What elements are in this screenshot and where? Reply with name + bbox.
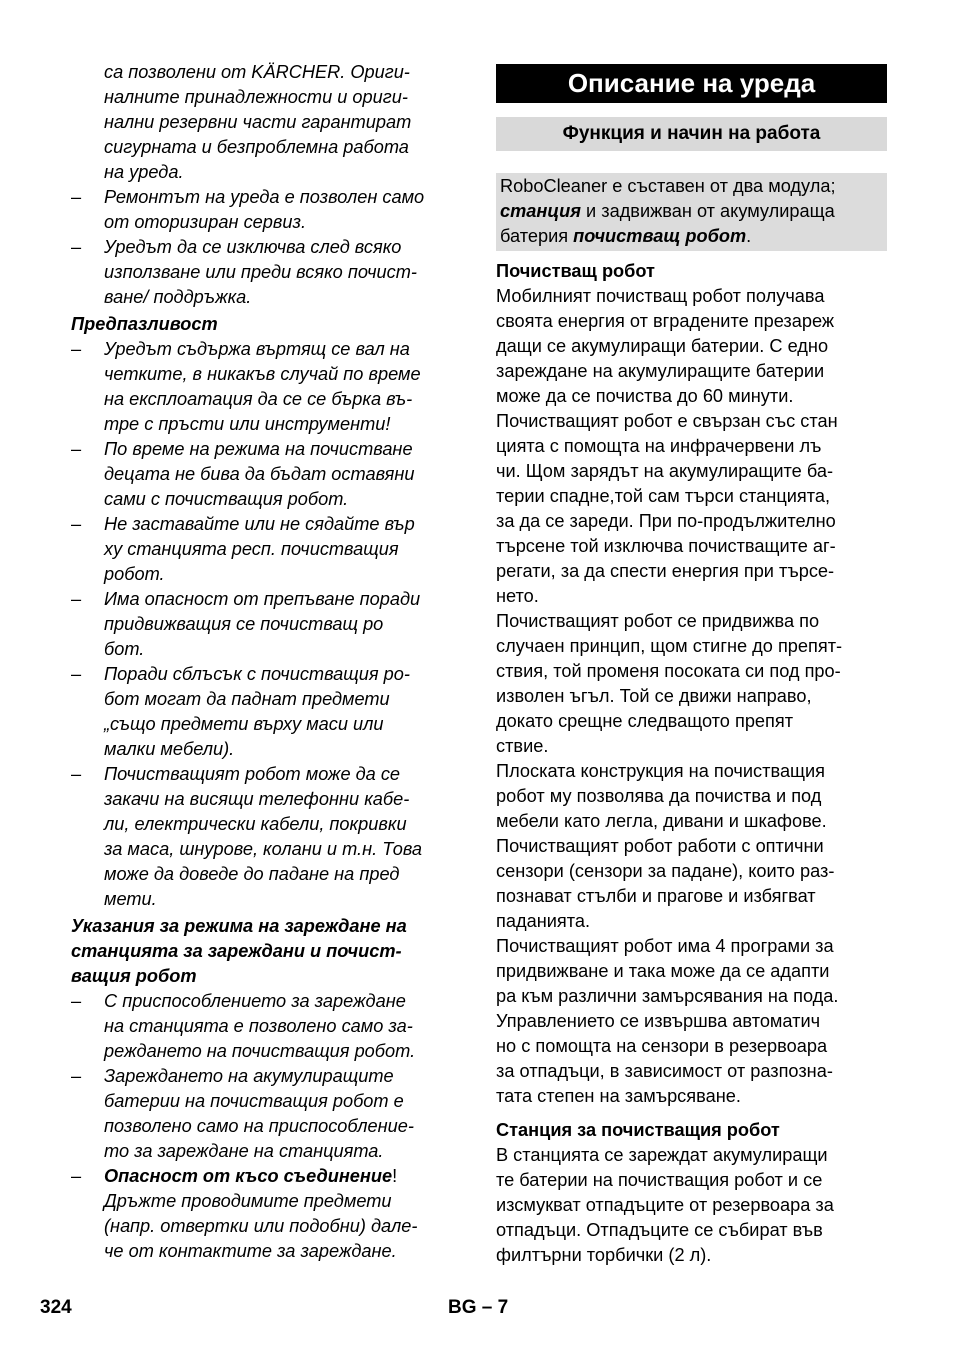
text-line: но с помощта на сензори в резервоара: [496, 1036, 828, 1056]
text-line: робот му позволява да почиства и под: [496, 786, 822, 806]
heading-charging-notes: [71, 914, 463, 989]
text-line: сензори (сензори за падане), които раз-: [496, 861, 835, 881]
text-line: Почистващият робот има 4 програми за: [496, 936, 834, 956]
text-line: докато срещне следващото препят: [496, 711, 794, 731]
list-item-line: на станцията е позволено само за-: [104, 1016, 413, 1036]
heading-cleaning-robot: Почистващ робот: [496, 261, 655, 281]
list-item-line: тре с пръсти или инструменти!: [104, 414, 391, 434]
text-line: може да се почиства до 60 минути.: [496, 386, 794, 406]
intro-text-4: .: [746, 226, 752, 246]
intro-text-2: и задвижван от акумулираща: [580, 201, 835, 221]
left-column: [71, 60, 463, 1264]
text-line: сигурната и безпроблемна работа: [104, 137, 409, 157]
bullet-dash: –: [71, 514, 82, 534]
list-item-line: ху станцията респ. почистващия: [104, 539, 399, 559]
section-title: Описание на уреда: [496, 64, 887, 103]
heading-line: станцията за зареждани и почист-: [71, 941, 402, 961]
list-item-line: Ремонтът на уреда е позволен само: [104, 187, 425, 207]
list-item-line: „също предмети върху маси или: [104, 714, 384, 734]
text-line: Управлението се извършва автоматич: [496, 1011, 821, 1031]
list-item-line: сами с почистващия робот.: [104, 489, 349, 509]
text-line: за да се зареди. При по-продължително: [496, 511, 836, 531]
list-item-line: използване или преди всяко почист-: [104, 262, 417, 282]
list-item-line: придвижващия се почистващ ро: [104, 614, 384, 634]
danger-text: [104, 1189, 463, 1264]
list-item-line: батерии на почистващия робот е: [104, 1091, 404, 1111]
bullet-dash: –: [71, 664, 82, 684]
text-line: Мобилният почистващ робот получава: [496, 286, 825, 306]
text-line: Почистващият робот работи с оптични: [496, 836, 824, 856]
text-line: изволен ъгъл. Той се движи направо,: [496, 686, 812, 706]
text-line: те батерии на почистващия робот и се: [496, 1170, 823, 1190]
text-line: Дръжте проводимите предмети: [104, 1191, 392, 1211]
text-line: на уреда.: [104, 162, 184, 182]
bullet-short-circuit: [71, 1164, 463, 1264]
heading-line: ващия робот: [71, 966, 197, 986]
list-item-line: децата не бива да бъдат оставяни: [104, 464, 415, 484]
text-line: мебели като легла, дивани и шкафове.: [496, 811, 827, 831]
text-line: придвижване и така може да се адапти: [496, 961, 830, 981]
list-item: [71, 662, 463, 762]
text-line: регати, за да спести енергия при търсе-: [496, 561, 835, 581]
page-footer-label: [448, 1297, 508, 1319]
right-column: [496, 64, 887, 1268]
list-item: [71, 1064, 463, 1164]
list-item-line: Почистващият робот може да се: [104, 764, 401, 784]
list-item-line: на експлоатация да се се бърка въ-: [104, 389, 413, 409]
heading-caution: Предпазливост: [71, 314, 218, 334]
danger-label: Опасност от късо съединение: [104, 1166, 393, 1186]
bullet-dash: –: [71, 1166, 82, 1186]
text-line: отпадъци. Отпадъците се събират във: [496, 1220, 823, 1240]
bullet-dash: –: [71, 589, 82, 609]
bullet-dash: –: [71, 187, 82, 207]
list-item-line: Зареждането на акумулиращите: [104, 1066, 394, 1086]
station-description: [496, 1143, 887, 1268]
list-item-line: ване/ поддръжка.: [104, 287, 252, 307]
list-item-line: По време на режима на почистване: [104, 439, 413, 459]
list-item-line: Уредът съдържа въртящ се вал на: [104, 339, 410, 359]
list-item-line: то за зареждане на станцията.: [104, 1141, 384, 1161]
intro-box: [496, 173, 887, 251]
list-item: [71, 235, 463, 310]
text-line: зареждане на акумулиращите батерии: [496, 361, 825, 381]
text-line: нални резервни части гарантират: [104, 112, 412, 132]
heading-line: Указания за режима на зареждане на: [71, 916, 407, 936]
text-line: паданията.: [496, 911, 591, 931]
text-line: познават стълби и прагове и избягват: [496, 886, 816, 906]
list-item-line: позволено само на приспособление-: [104, 1116, 414, 1136]
list-item-line: закачи на висящи телефонни кабе-: [104, 789, 410, 809]
page-number: 324: [40, 1297, 72, 1318]
list-item-line: Поради сблъсък с почистващия ро-: [104, 664, 410, 684]
list-item: [71, 185, 463, 235]
intro-line-2: [500, 199, 883, 224]
list-item-line: бот.: [104, 639, 145, 659]
list-item: [71, 989, 463, 1064]
bullet-dash: –: [71, 1066, 82, 1086]
paragraph: [496, 609, 887, 759]
text-line: случаен принцип, щом стигне до препят-: [496, 636, 843, 656]
paragraph: [496, 934, 887, 1109]
text-line: цията с помощта на инфрачервени лъ: [496, 436, 822, 456]
text-line: изсмукват отпадъците от резервоара за: [496, 1195, 834, 1215]
bullet-list-charging: [71, 989, 463, 1164]
list-item-line: може да доведе до падане на пред: [104, 864, 400, 884]
bullet-dash: –: [71, 237, 82, 257]
list-item-line: четките, в никакъв случай по време: [104, 364, 421, 384]
danger-mark: !: [392, 1166, 398, 1186]
text-line: ствия, той променя посоката си под про-: [496, 661, 841, 681]
text-line: ствие.: [496, 736, 549, 756]
robot-description: [496, 284, 887, 1109]
list-item-line: Има опасност от препъване поради: [104, 589, 421, 609]
text-line: (напр. отвертки или подобни) дале-: [104, 1216, 418, 1236]
text-line: Почистващият робот е свързан със стан: [496, 411, 838, 431]
text-line: чи. Щом зарядът на акумулиращите ба-: [496, 461, 834, 481]
text-line: своята енергия от вградените презареж: [496, 311, 835, 331]
bullet-dash: –: [71, 339, 82, 359]
paragraph: [496, 284, 887, 609]
list-item-line: Уредът да се изключва след всяко: [104, 237, 402, 257]
section-subtitle: Функция и начин на работа: [496, 117, 887, 151]
language-code: BG: [448, 1297, 477, 1318]
text-line: филтърни торбички (2 л).: [496, 1245, 712, 1265]
list-item: [71, 437, 463, 512]
list-item-line: реждането на почистващия робот.: [104, 1041, 416, 1061]
heading-station: Станция за почистващия робот: [496, 1120, 780, 1140]
list-item-line: за маса, шнурове, колани и т.н. Това: [104, 839, 423, 859]
bullet-dash: –: [71, 991, 82, 1011]
text-line: Почистващият робот се придвижва по: [496, 611, 820, 631]
short-circuit-warning: [104, 1164, 463, 1189]
text-line: са позволени от KÄRCHER. Ориги-: [104, 62, 410, 82]
list-item-line: робот.: [104, 564, 165, 584]
list-item-line: от оторизиран сервиз.: [104, 212, 307, 232]
bullet-dash: –: [71, 764, 82, 784]
text-line: тата степен на замърсяване.: [496, 1086, 741, 1106]
text-line: нето.: [496, 586, 539, 606]
section-page: – 7: [481, 1297, 509, 1318]
text-line: ра към различни замърсявания на пода.: [496, 986, 839, 1006]
paragraph: [496, 759, 887, 934]
intro-station-term: станция: [500, 201, 581, 221]
list-item: [71, 587, 463, 662]
list-item: [71, 512, 463, 587]
list-item-line: бот могат да паднат предмети: [104, 689, 390, 709]
list-item-line: С приспособлението за зареждане: [104, 991, 406, 1011]
list-item-line: малки мебели).: [104, 739, 235, 759]
bullet-dash: –: [71, 439, 82, 459]
list-item-line: Не заставайте или не сядайте вър: [104, 514, 415, 534]
intro-robot-term: почистващ робот: [573, 226, 747, 246]
list-item: [71, 337, 463, 437]
bullet-list-general: [71, 185, 463, 310]
intro-line-1: RoboCleaner е съставен от два модула;: [500, 176, 836, 196]
bullet-list-caution: [71, 337, 463, 912]
continuation-paragraph: [71, 60, 463, 185]
list-item: [71, 762, 463, 912]
text-line: търсене той изключва почистващите аг-: [496, 536, 836, 556]
text-line: В станцията се зареждат акумулиращи: [496, 1145, 828, 1165]
text-line: за отпадъци, в зависимост от разпозна-: [496, 1061, 833, 1081]
text-line: налните принадлежности и ориги-: [104, 87, 408, 107]
text-line: че от контактите за зареждане.: [104, 1241, 397, 1261]
intro-line-3: [500, 224, 883, 249]
text-line: дащи се акумулиращи батерии. С едно: [496, 336, 829, 356]
text-line: Плоската конструкция на почистващия: [496, 761, 826, 781]
text-line: терии спадне,той сам търси станцията,: [496, 486, 831, 506]
list-item-line: ли, електрически кабели, покривки: [104, 814, 407, 834]
intro-text-3: батерия: [500, 226, 574, 246]
list-item-line: мети.: [104, 889, 157, 909]
